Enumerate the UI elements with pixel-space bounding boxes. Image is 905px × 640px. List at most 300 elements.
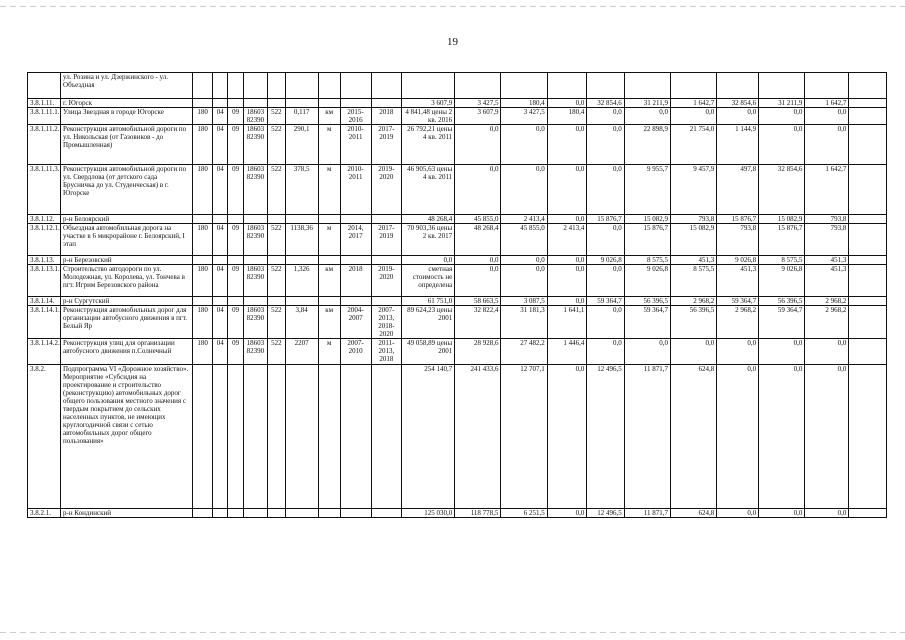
table-cell: 1 144,9	[717, 125, 759, 165]
table-cell: 0,0	[587, 108, 624, 125]
table-cell: 0,0	[547, 509, 587, 518]
table-cell: 28 928,6	[455, 339, 501, 365]
table-cell: 180,4	[547, 108, 587, 125]
table-cell: 18603 82390	[243, 265, 267, 297]
table-cell	[849, 256, 887, 265]
table-cell: 180	[193, 108, 213, 125]
table-cell: 3 427,5	[455, 99, 501, 108]
table-cell: 3.8.1.14.2.	[28, 339, 61, 365]
table-cell: 9 026,8	[759, 265, 805, 297]
table-cell: 09	[228, 339, 243, 365]
table-cell	[228, 509, 243, 518]
table-cell: Строительство автодороги по ул. Молодежная, ул. Королева, ул. Тончева в пгт. Игрим Березовского района	[61, 265, 193, 297]
table-cell: 254 140,7	[402, 365, 455, 509]
table-row	[28, 509, 887, 518]
table-cell: 48 268,4	[402, 215, 455, 224]
table-cell: м	[318, 224, 340, 256]
table-cell	[193, 73, 213, 99]
table-cell	[228, 256, 243, 265]
table-cell	[193, 365, 213, 509]
table-cell	[371, 509, 402, 518]
table-cell: 522	[268, 108, 286, 125]
table-cell	[212, 256, 227, 265]
table-cell: 522	[268, 125, 286, 165]
scan-edge-bottom	[0, 632, 905, 633]
table-cell: 0,0	[587, 306, 624, 339]
table-cell: 0,0	[805, 108, 849, 125]
table-cell: 0,0	[805, 125, 849, 165]
table-row	[28, 265, 887, 297]
table-cell: 49 058,89 цены 2001	[402, 339, 455, 365]
table-row	[28, 297, 887, 306]
table-cell: 15 876,7	[624, 224, 670, 256]
table-cell: 125 030,0	[402, 509, 455, 518]
table-cell: 1 642,7	[805, 165, 849, 215]
table-cell	[243, 256, 267, 265]
table-cell: 2 413,4	[501, 215, 547, 224]
table-cell	[371, 256, 402, 265]
table-cell: 04	[212, 165, 227, 215]
table-cell: 0,0	[759, 108, 805, 125]
table-cell: 1138,36	[285, 224, 318, 256]
table-cell: 26 792,21 цены 4 кв. 2011	[402, 125, 455, 165]
table-cell	[285, 99, 318, 108]
table-cell: 3.8.1.12.	[28, 215, 61, 224]
table-cell: 497,8	[717, 165, 759, 215]
table-cell: Реконструкция автомобильной дороги по ул. Никольская (от Газовиков - до Промышленная)	[61, 125, 193, 165]
table-cell	[268, 509, 286, 518]
table-cell: 2 968,2	[717, 306, 759, 339]
table-cell: 31 181,3	[501, 306, 547, 339]
table-row	[28, 73, 887, 99]
table-cell: 09	[228, 165, 243, 215]
table-cell	[193, 297, 213, 306]
table-cell: 522	[268, 265, 286, 297]
table-cell	[340, 365, 371, 509]
table-cell	[371, 99, 402, 108]
table-cell: р-н Березовский	[61, 256, 193, 265]
table-cell: 793,8	[805, 215, 849, 224]
table-cell	[193, 509, 213, 518]
table-cell: 56 396,5	[624, 297, 670, 306]
table-cell	[268, 73, 286, 99]
table-cell: 290,1	[285, 125, 318, 165]
table-cell: 624,8	[671, 365, 717, 509]
table-cell: 0,0	[587, 165, 624, 215]
table-cell	[371, 365, 402, 509]
table-cell: 0,117	[285, 108, 318, 125]
table-cell	[228, 365, 243, 509]
table-cell: 15 876,7	[717, 215, 759, 224]
table-cell	[318, 365, 340, 509]
table-cell: 2007-2013, 2018-2020	[371, 306, 402, 339]
table-row	[28, 306, 887, 339]
table-cell: 2018	[340, 265, 371, 297]
table-cell	[268, 297, 286, 306]
table-cell: 18603 82390	[243, 125, 267, 165]
table-cell: 2010-2011	[340, 165, 371, 215]
table-cell: 11 871,7	[624, 365, 670, 509]
table-cell: 09	[228, 125, 243, 165]
table-row	[28, 108, 887, 125]
table-cell	[717, 73, 759, 99]
table-cell: 522	[268, 339, 286, 365]
table-cell: 2017-2019	[371, 224, 402, 256]
table-cell: 3,84	[285, 306, 318, 339]
table-cell: 2 968,2	[805, 297, 849, 306]
table-cell: 180	[193, 306, 213, 339]
table-cell	[849, 165, 887, 215]
table-cell: 0,0	[455, 165, 501, 215]
table-cell: 3 427,5	[501, 108, 547, 125]
table-cell: 0,0	[587, 224, 624, 256]
table-cell	[193, 215, 213, 224]
table-cell	[318, 215, 340, 224]
table-cell: 0,0	[587, 125, 624, 165]
table-cell	[193, 256, 213, 265]
table-cell	[212, 99, 227, 108]
table-cell: 0,0	[501, 125, 547, 165]
table-cell: 1 446,4	[547, 339, 587, 365]
table-cell	[759, 73, 805, 99]
table-cell: 118 778,5	[455, 509, 501, 518]
scan-edge-top	[0, 6, 905, 7]
table-cell: Реконструкция автомобильных дорог для организации автобусного движения в пгт. Белый Яр	[61, 306, 193, 339]
table-cell: 18603 82390	[243, 224, 267, 256]
table-cell: м	[318, 165, 340, 215]
table-cell: 2004-2007	[340, 306, 371, 339]
table-cell: 45 855,0	[455, 215, 501, 224]
table-cell: 8 575,5	[671, 265, 717, 297]
table-cell: 2019-2020	[371, 265, 402, 297]
table-cell: 59 364,7	[759, 306, 805, 339]
table-cell: 09	[228, 108, 243, 125]
table-cell: 09	[228, 265, 243, 297]
table-cell: 18603 82390	[243, 165, 267, 215]
table-cell: 59 364,7	[624, 306, 670, 339]
table-cell	[340, 509, 371, 518]
table-cell: 0,0	[547, 297, 587, 306]
table-cell: 451,3	[671, 256, 717, 265]
table-cell	[243, 365, 267, 509]
table-cell: 61 751,0	[402, 297, 455, 306]
table-cell: 0,0	[805, 339, 849, 365]
table-cell	[228, 215, 243, 224]
table-cell: 180	[193, 165, 213, 215]
table-cell: 3.8.1.13.1.	[28, 265, 61, 297]
table-cell: 46 905,63 цены 4 кв. 2011	[402, 165, 455, 215]
table-cell	[547, 73, 587, 99]
table-cell: 0,0	[587, 339, 624, 365]
table-cell: 378,5	[285, 165, 318, 215]
table-cell: 89 624,23 цены 2001	[402, 306, 455, 339]
table-cell: 2018	[371, 108, 402, 125]
table-cell	[340, 256, 371, 265]
table-cell: 59 364,7	[587, 297, 624, 306]
table-row	[28, 339, 887, 365]
table-cell: 0,0	[717, 108, 759, 125]
table-cell: 15 082,9	[624, 215, 670, 224]
table-cell: 2014, 2017	[340, 224, 371, 256]
table-cell: 70 903,36 цены 2 кв. 2017	[402, 224, 455, 256]
table-cell	[371, 215, 402, 224]
table-cell	[624, 73, 670, 99]
table-cell	[285, 73, 318, 99]
table-cell	[212, 365, 227, 509]
table-row	[28, 215, 887, 224]
table-cell: 12 496,5	[587, 509, 624, 518]
table-cell: 18603 82390	[243, 108, 267, 125]
table-cell	[228, 297, 243, 306]
table-cell: 45 855,0	[501, 224, 547, 256]
table-row	[28, 224, 887, 256]
table-cell: 56 396,5	[759, 297, 805, 306]
table-cell	[587, 73, 624, 99]
table-cell	[340, 297, 371, 306]
table-cell: 8 575,5	[624, 256, 670, 265]
table-cell: 15 082,9	[671, 224, 717, 256]
table-cell: м	[318, 339, 340, 365]
table-cell: 180	[193, 224, 213, 256]
table-cell: 27 482,2	[501, 339, 547, 365]
table-cell: 31 211,9	[759, 99, 805, 108]
table-cell: сметная стоимость не определена	[402, 265, 455, 297]
table-cell	[849, 297, 887, 306]
table-cell: 1,326	[285, 265, 318, 297]
table-cell: 3 607,9	[455, 108, 501, 125]
table-cell: Подпрограмма VI «Дорожное хозяйство». Мероприятие «Субсидия на проектирование и строительство (реконструкцию) автомобильных дорог общего пользования местного значения с твердым покрытием до сельских населенных пунктов, не имеющих круглогодичной связи с сетью автомобильных дорог общего пользования»	[61, 365, 193, 509]
table-cell: 1 642,7	[805, 99, 849, 108]
table-cell: 0,0	[455, 256, 501, 265]
table-cell: 0,0	[547, 99, 587, 108]
table-cell: 0,0	[402, 256, 455, 265]
table-cell: 0,0	[455, 265, 501, 297]
table-cell	[849, 108, 887, 125]
table-cell	[228, 73, 243, 99]
page-number: 19	[447, 36, 458, 48]
table-cell: 21 754,0	[671, 125, 717, 165]
table-cell: 0,0	[547, 256, 587, 265]
table-cell: 0,0	[547, 215, 587, 224]
table-cell	[212, 297, 227, 306]
table-cell: 0,0	[759, 339, 805, 365]
table-cell: 180,4	[501, 99, 547, 108]
table-cell	[193, 99, 213, 108]
table-cell: 0,0	[455, 125, 501, 165]
table-cell: 32 854,6	[717, 99, 759, 108]
table-cell: 11 871,7	[624, 509, 670, 518]
table-cell: 2010-2011	[340, 125, 371, 165]
table-cell: р-н Кондинский	[61, 509, 193, 518]
table-cell: 59 364,7	[717, 297, 759, 306]
table-cell	[849, 215, 887, 224]
table-cell: 0,0	[587, 265, 624, 297]
table-cell	[212, 215, 227, 224]
table-cell	[243, 297, 267, 306]
table-cell	[849, 99, 887, 108]
table-cell	[28, 73, 61, 99]
table-cell	[285, 365, 318, 509]
table-cell: 3.8.2.1.	[28, 509, 61, 518]
table-cell	[285, 297, 318, 306]
table-cell: 3.8.1.13.	[28, 256, 61, 265]
table-row	[28, 256, 887, 265]
table-cell	[243, 215, 267, 224]
table-cell: 793,8	[805, 224, 849, 256]
table-cell: 0,0	[501, 265, 547, 297]
table-cell: 9 026,8	[587, 256, 624, 265]
table-cell	[318, 99, 340, 108]
table-cell: 241 433,6	[455, 365, 501, 509]
table-cell: 0,0	[501, 256, 547, 265]
table-cell: р-н Белоярский	[61, 215, 193, 224]
table-cell: 451,3	[717, 265, 759, 297]
table-cell: 15 876,7	[587, 215, 624, 224]
table-cell: 522	[268, 165, 286, 215]
table-cell: Реконструкция автомобильной дороги по ул. Свердлова (от детского сада Брусничка до ул. Студенческая) в г. Югорске	[61, 165, 193, 215]
table-cell: 0,0	[671, 108, 717, 125]
table-cell: 56 396,5	[671, 306, 717, 339]
table-cell: 8 575,5	[759, 256, 805, 265]
table-cell	[318, 297, 340, 306]
table-cell: 1 642,7	[671, 99, 717, 108]
table-cell: 0,0	[805, 365, 849, 509]
table-cell: 0,0	[671, 339, 717, 365]
table-cell	[340, 73, 371, 99]
table-cell: 3.8.1.11.	[28, 99, 61, 108]
table-cell	[243, 509, 267, 518]
table-cell	[849, 365, 887, 509]
table-cell	[268, 99, 286, 108]
table-cell: 3.8.1.11.2.	[28, 125, 61, 165]
table-cell: 451,3	[805, 256, 849, 265]
table-cell	[212, 509, 227, 518]
table-cell: г. Югорск	[61, 99, 193, 108]
table-cell: 9 457,9	[671, 165, 717, 215]
table-cell	[402, 73, 455, 99]
table-cell: 624,8	[671, 509, 717, 518]
table-cell: 9 026,8	[624, 265, 670, 297]
table-cell: 0,0	[759, 125, 805, 165]
table-cell: м	[318, 125, 340, 165]
table-cell: 0,0	[547, 265, 587, 297]
table-cell	[501, 73, 547, 99]
table-cell: 2015-2016	[340, 108, 371, 125]
table-cell: 1 641,1	[547, 306, 587, 339]
table-cell	[849, 73, 887, 99]
table-cell	[371, 73, 402, 99]
table-row	[28, 125, 887, 165]
table-row	[28, 365, 887, 509]
budget-table	[27, 72, 887, 518]
table-cell: Улица Звездная в городе Югорске	[61, 108, 193, 125]
table-cell	[805, 73, 849, 99]
table-cell: 04	[212, 265, 227, 297]
table-cell	[243, 73, 267, 99]
table-cell: 04	[212, 224, 227, 256]
table-cell: 3.8.1.14.1.	[28, 306, 61, 339]
table-cell: 9 026,8	[717, 256, 759, 265]
table-cell	[318, 509, 340, 518]
table-cell: 22 898,9	[624, 125, 670, 165]
table-cell	[285, 256, 318, 265]
table-cell: 3 087,5	[501, 297, 547, 306]
table-cell	[371, 297, 402, 306]
table-cell: 31 211,9	[624, 99, 670, 108]
table-cell: 18603 82390	[243, 306, 267, 339]
table-cell: 0,0	[547, 125, 587, 165]
table-cell: 12 496,5	[587, 365, 624, 509]
table-cell	[849, 306, 887, 339]
table-cell: 793,8	[717, 224, 759, 256]
table-cell: км	[318, 306, 340, 339]
table-cell	[268, 215, 286, 224]
table-cell: ул. Розина и ул. Дзержинского - ул. Объездная	[61, 73, 193, 99]
table-cell	[671, 73, 717, 99]
table-cell: 32 822,4	[455, 306, 501, 339]
table-cell: 18603 82390	[243, 339, 267, 365]
table-cell: 180	[193, 339, 213, 365]
table-cell	[268, 365, 286, 509]
table-cell: 4 841,48 цены 2 кв. 2016	[402, 108, 455, 125]
table-cell	[849, 265, 887, 297]
table-cell	[285, 215, 318, 224]
table-cell: 2 413,4	[547, 224, 587, 256]
table-cell: 0,0	[624, 339, 670, 365]
table-cell: 2 968,2	[671, 297, 717, 306]
table-cell	[285, 509, 318, 518]
table-cell: 6 251,5	[501, 509, 547, 518]
table-cell: 15 876,7	[759, 224, 805, 256]
table-cell: Объездная автомобильная дорога на участке в 6 микрорайоне г. Белоярский, I этап	[61, 224, 193, 256]
table-cell: 58 663,5	[455, 297, 501, 306]
table-cell: 2 968,2	[805, 306, 849, 339]
table-cell: 0,0	[759, 509, 805, 518]
table-cell: 0,0	[805, 509, 849, 518]
table-cell: 3.8.1.12.1.	[28, 224, 61, 256]
table-cell: 3.8.2.	[28, 365, 61, 509]
table-cell: 0,0	[759, 365, 805, 509]
table-cell: 2019-2020	[371, 165, 402, 215]
table-cell: 180	[193, 125, 213, 165]
table-cell	[849, 224, 887, 256]
table-cell: 32 854,6	[587, 99, 624, 108]
table-cell: 2007-2010	[340, 339, 371, 365]
table-cell: 0,0	[624, 108, 670, 125]
table-cell: 2207	[285, 339, 318, 365]
table-cell: 0,0	[717, 339, 759, 365]
table-cell: 522	[268, 306, 286, 339]
table-cell: км	[318, 265, 340, 297]
table-cell: 09	[228, 306, 243, 339]
table-cell	[228, 99, 243, 108]
table-cell: 0,0	[717, 365, 759, 509]
table-cell: 0,0	[547, 165, 587, 215]
table-cell: 3.8.1.14.	[28, 297, 61, 306]
table-cell: 3.8.1.11.1.	[28, 108, 61, 125]
table-cell: км	[318, 108, 340, 125]
table-cell: Реконструкция улиц для организации автобусного движения п.Солнечный	[61, 339, 193, 365]
table-cell: 0,0	[501, 165, 547, 215]
table-cell: 2017-2019	[371, 125, 402, 165]
table-cell: 522	[268, 224, 286, 256]
table-cell: 0,0	[547, 365, 587, 509]
table-cell	[849, 509, 887, 518]
table-cell	[212, 73, 227, 99]
table-cell: 04	[212, 108, 227, 125]
table-cell: р-н Сургутский	[61, 297, 193, 306]
table-cell: 15 082,9	[759, 215, 805, 224]
